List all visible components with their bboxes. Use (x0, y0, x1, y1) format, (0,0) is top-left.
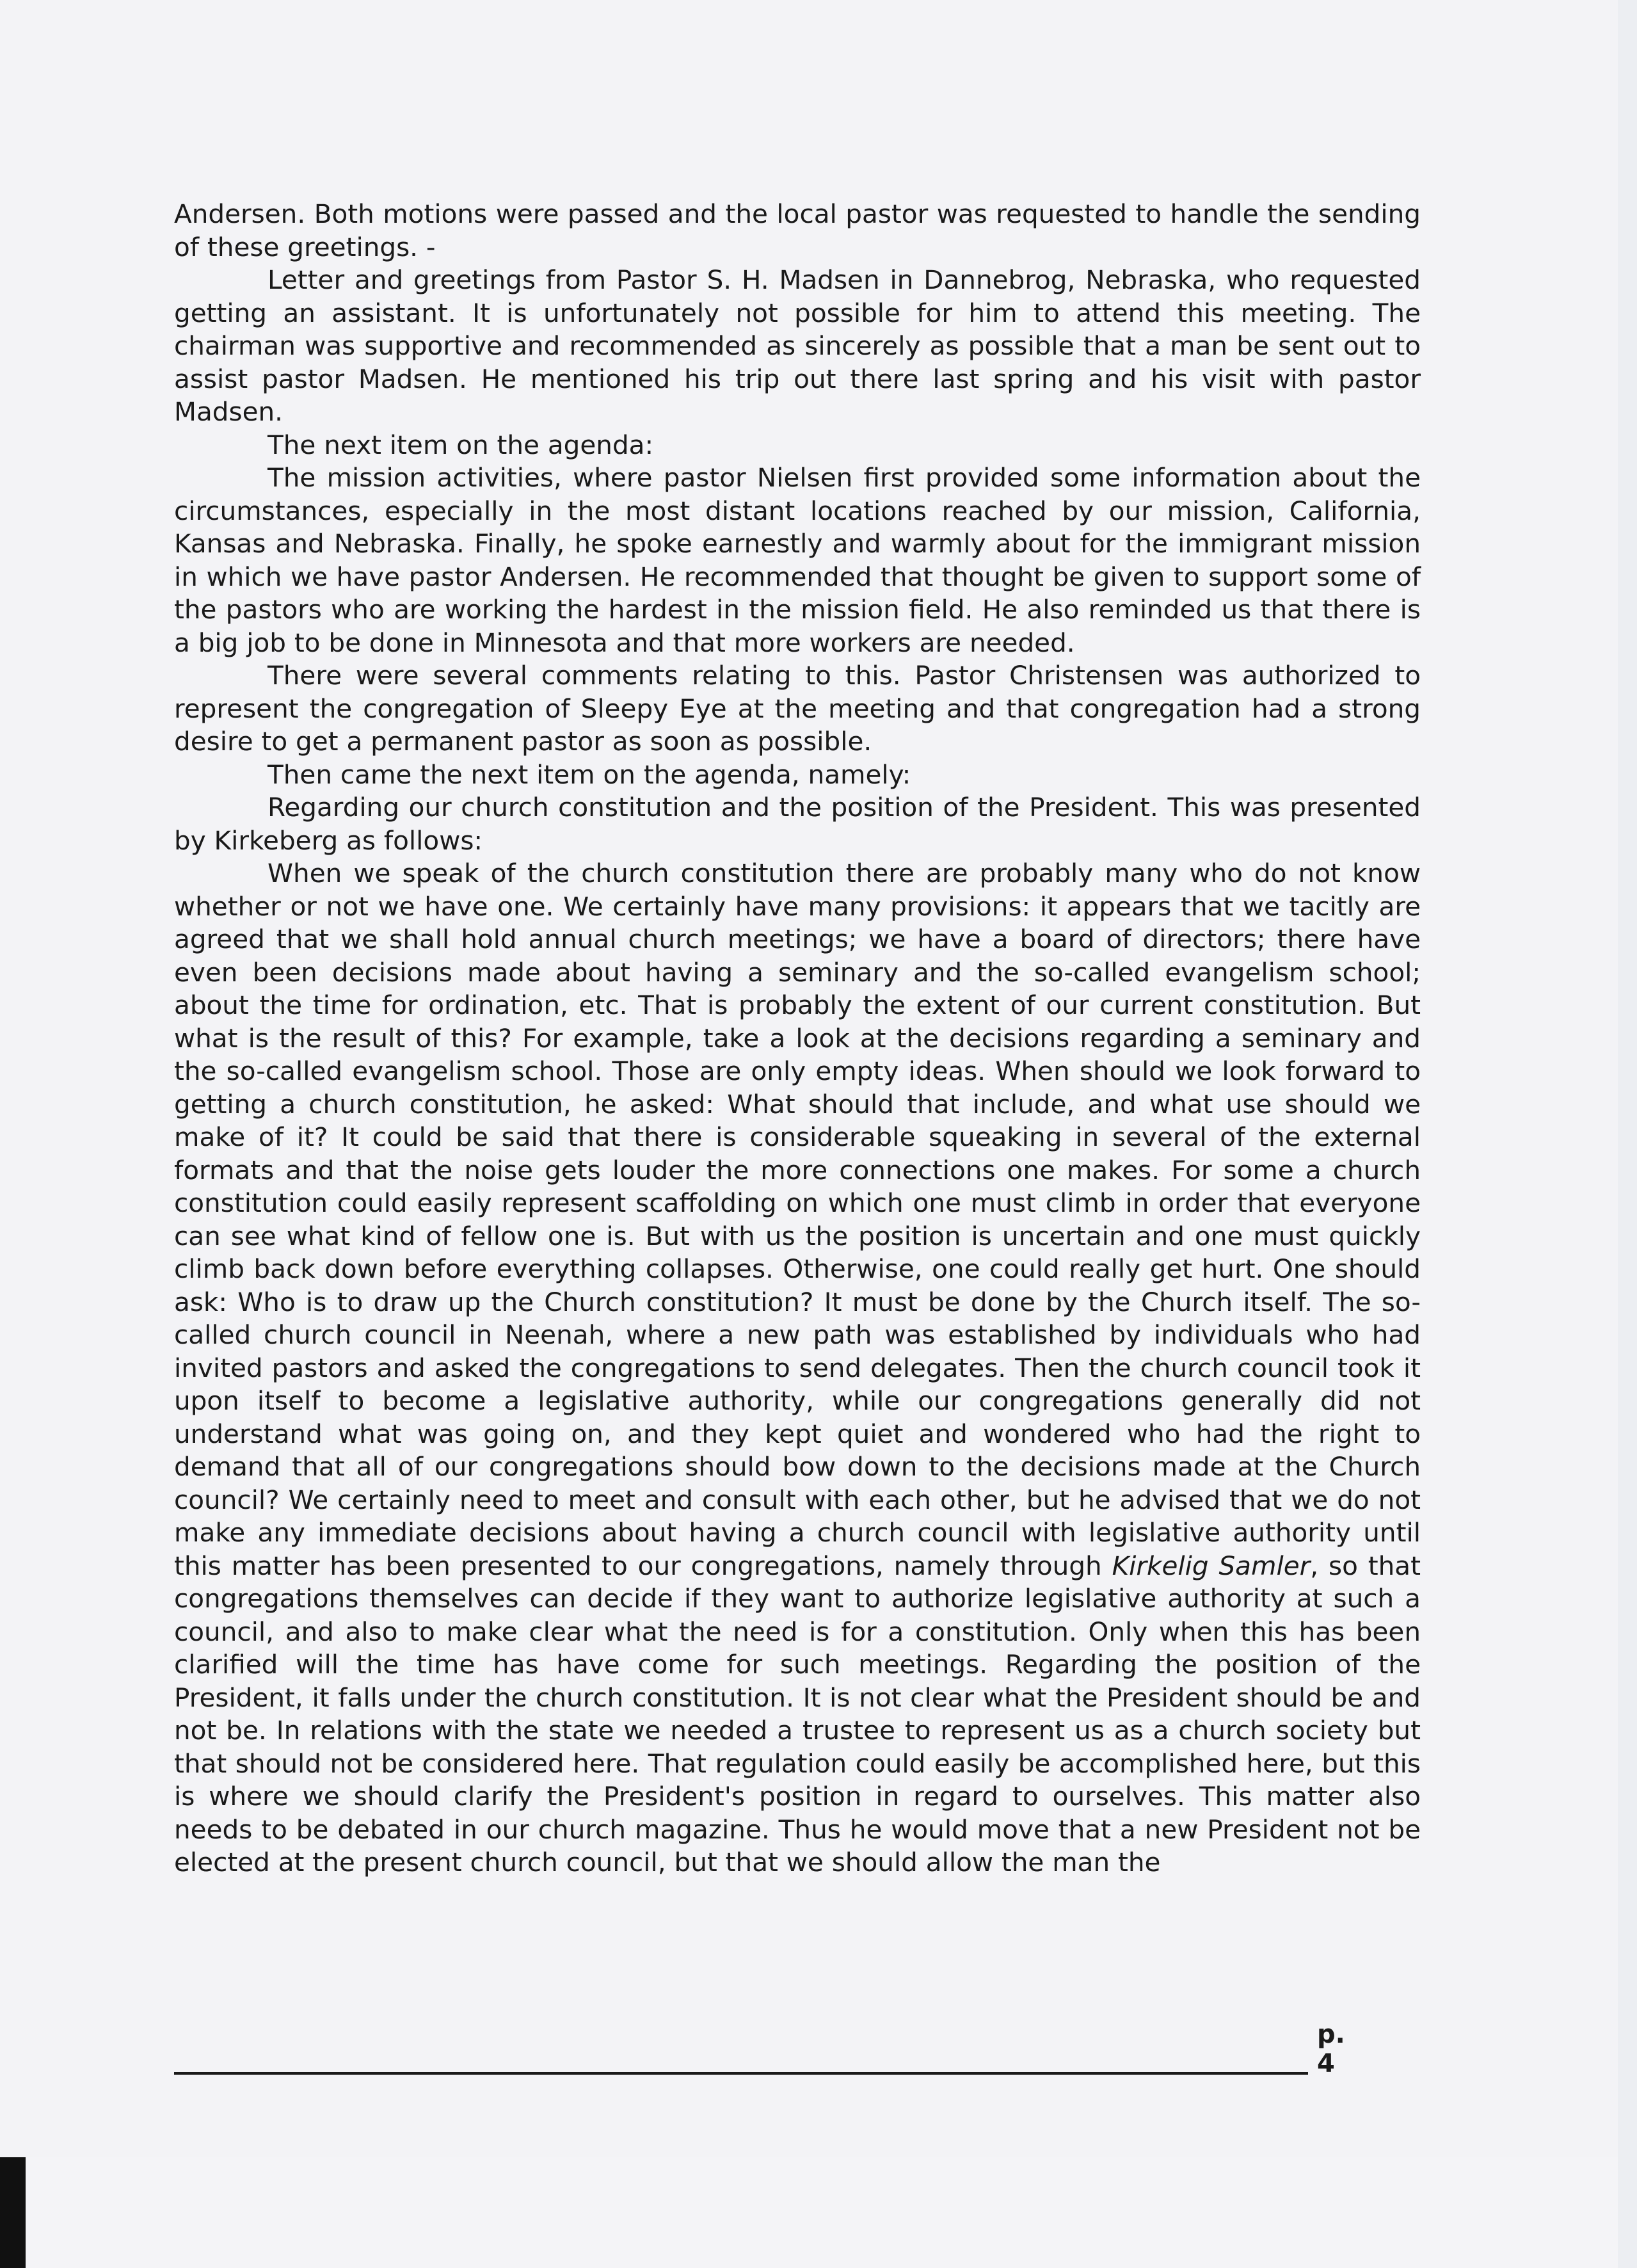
page-footer (174, 2020, 1364, 2079)
paragraph: Regarding our church constitution and the position of the President. This was presented by Kirkeberg as follows: (174, 792, 1421, 856)
paragraph: The mission activities, where pastor Nielsen first provided some information about the circumstances, especially in the most distant locations reached by our mission, California, Kansas and Nebraska. Finally, he spoke earnestly and warmly about for the immigrant mission in which we have pastor Andersen. He recommended that thought be given to support some of the pastors who are working the hardest in the mission field. He also reminded us that there is a big job to be done in Minnesota and that more workers are needed. (174, 462, 1421, 658)
scanner-shadow (0, 2157, 26, 2268)
footer-rule (174, 2072, 1308, 2075)
paragraph: The next item on the agenda: (268, 429, 654, 460)
paragraph: Then came the next item on the agenda, namely: (268, 759, 911, 790)
scanner-edge (1618, 0, 1637, 2268)
paragraph-text: When we speak of the church constitution there are probably many who do not know whether or not we have one. We certainly have many provisions: it appears that we tacitly are agreed that we shall hold annual church meetings; we have a board of directors; there have even been decisions made about having a seminary and the so-called evangelism school; about the time for ordination, etc. That is probably the extent of our current constitution. But what is the result of this? For example, take a look at the decisions regarding a seminary and the so-called evangelism school. Those are only empty ideas. When should we look forward to getting a church constitution, he asked: What should that include, and what use should we make of it? It could be said that there is considerable squeaking in several of the external formats and that the noise gets louder the more connections one makes. For some a church constitution could easily represent scaffolding on which one must climb in order that everyone can see what kind of fellow one is. But with us the position is uncertain and one must quickly climb back down before everything collapses. Otherwise, one could really get hurt. One should ask: Who is to draw up the Church constitution? It must be done by the Church itself. The so-called church council in Neenah, where a new path was established by individuals who had invited pastors and asked the congregations to send delegates. Then the church council took it upon itself to become a legislative authority, while our congregations generally did not understand what was going on, and they kept quiet and wondered who had the right to demand that all of our congregations should bow down to the decisions made at the Church council? We certainly need to meet and consult with each other, but he advised that we do not make any immediate decisions about having a church council with legislative authority until this matter has been presented to our congregations, namely through (174, 858, 1421, 1581)
paragraph-text: , so that congregations themselves can decide if they want to authorize legislative authority at such a council, and also to make clear what the need is for a constitution. Only when this has been clarified will the time has have come for such meetings. Regarding the position of the President, it falls under the church constitution. It is not clear what the President should be and not be. In relations with the state we needed a trustee to represent us as a church society but that should not be considered here. That regulation could easily be accomplished here, but this is where we should clarify the President's position in regard to ourselves. This matter also needs to be debated in our church magazine. Thus he would move that a new President not be elected at the present church council, but that we should allow the man the (174, 1550, 1421, 1878)
paragraph: Andersen. Both motions were passed and the local pastor was requested to handle the sending of these greetings. - (174, 198, 1421, 262)
magazine-title: Kirkelig Samler (1112, 1550, 1311, 1581)
document-body (174, 198, 1421, 1879)
paragraph (174, 857, 1421, 1879)
paragraph: There were several comments relating to this. Pastor Christensen was authorized to represent the congregation of Sleepy Eye at the meeting and that congregation had a strong desire to get a permanent pastor as soon as possible. (174, 660, 1421, 757)
page-number: p. 4 (1317, 2020, 1345, 2079)
paragraph: Letter and greetings from Pastor S. H. Madsen in Dannebrog, Nebraska, who requested getting an assistant. It is unfortunately not possible for him to attend this meeting. The chairman was supportive and recommended as sincerely as possible that a man be sent out to assist pastor Madsen. He mentioned his trip out there last spring and his visit with pastor Madsen. (174, 264, 1421, 427)
